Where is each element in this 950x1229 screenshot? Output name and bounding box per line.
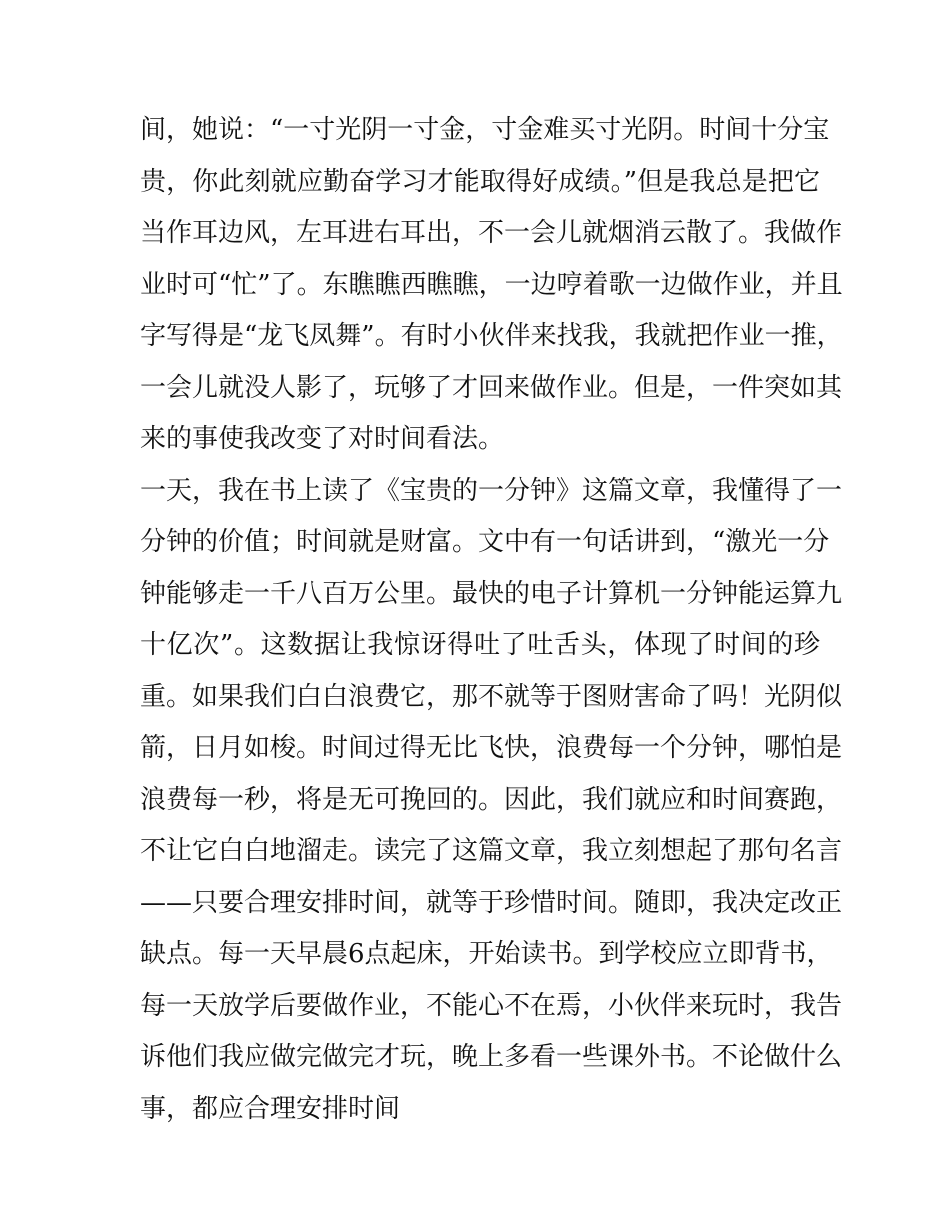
text-line: 箭，日月如梭。时间过得无比飞快，浪费每一个分钟，哪怕是 <box>140 733 843 763</box>
text-line: 每一天放学后要做作业，不能心不在焉，小伙伴来玩时，我告 <box>140 990 843 1021</box>
essay-text <box>140 110 843 1140</box>
text-line: 间，她说：“一寸光阴一寸金，寸金难买寸光阴。时间十分宝 <box>140 115 830 145</box>
text-line: 重。如果我们白白浪费它，那不就等于图财害命了吗！光阴似 <box>140 681 843 712</box>
text-line: 一会儿就没人影了，玩够了才回来做作业。但是，一件突如其 <box>140 372 843 403</box>
text-line: 当作耳边风，左耳进右耳出，不一会儿就烟消云散了。我做作 <box>140 218 843 248</box>
text-line: 业时可“忙”了。东瞧瞧西瞧瞧，一边哼着歌一边做作业，并且 <box>140 269 843 300</box>
text-line: 浪费每一秒，将是无可挽回的。因此，我们就应和时间赛跑， <box>140 784 843 815</box>
text-line: 十亿次”。这数据让我惊讶得吐了吐舌头，体现了时间的珍 <box>140 630 820 660</box>
text-line: 钟能够走一千八百万公里。最快的电子计算机一分钟能运算九 <box>140 578 843 609</box>
text-line: ——只要合理安排时间，就等于珍惜时间。随即，我决定改正 <box>140 887 843 918</box>
text-line: 一天，我在书上读了《宝贵的一分钟》这篇文章，我懂得了一 <box>140 475 843 506</box>
text-line: 不让它白白地溜走。读完了这篇文章，我立刻想起了那句名言 <box>140 836 843 866</box>
text-line: 诉他们我应做完做完才玩，晚上多看一些课外书。不论做什么 <box>140 1042 843 1072</box>
text-line: 分钟的价值；时间就是财富。文中有一句话讲到，“激光一分 <box>140 527 830 557</box>
text-line: 来的事使我改变了对时间看法。 <box>140 424 505 454</box>
text-line: 字写得是“龙飞凤舞”。有时小伙伴来找我，我就把作业一推， <box>140 321 843 351</box>
text-line: 缺点。每一天早晨6点起床，开始读书。到学校应立即背书， <box>140 939 833 969</box>
text-line: 事，都应合理安排时间 <box>140 1093 401 1124</box>
text-line: 贵，你此刻就应勤奋学习才能取得好成绩。”但是我总是把它 <box>140 166 820 197</box>
